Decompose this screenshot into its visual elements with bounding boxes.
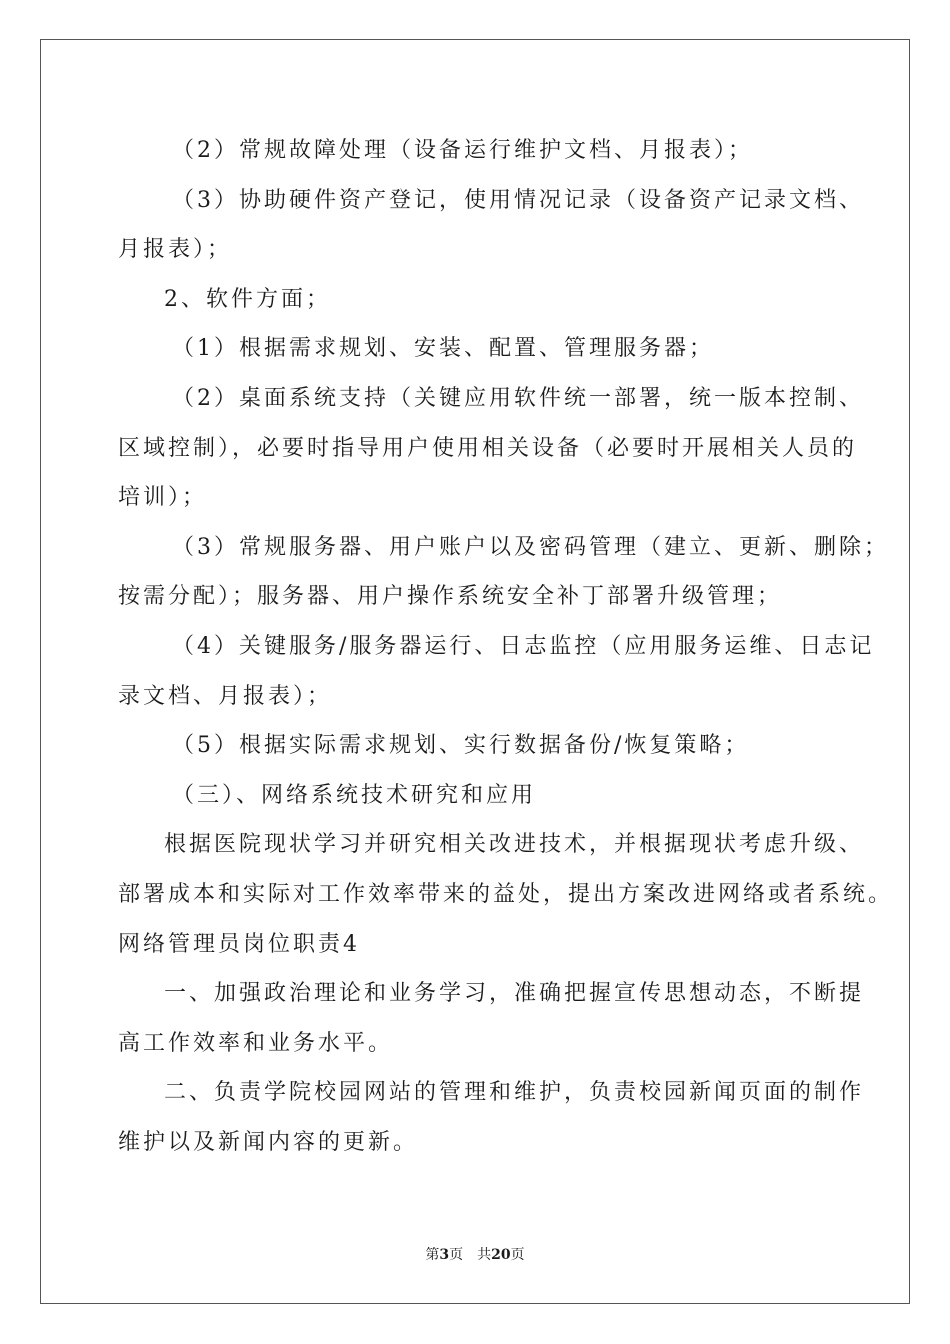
paragraph-line: （3）常规服务器、用户账户以及密码管理（建立、更新、删除； bbox=[172, 534, 889, 560]
paragraph-line: 培训）； bbox=[118, 485, 208, 511]
paragraph-line: （5）根据实际需求规划、实行数据备份/恢复策略； bbox=[172, 733, 750, 759]
document-heading: 网络管理员岗位职责4 bbox=[118, 931, 360, 957]
paragraph-line: （1）根据需求规划、安装、配置、管理服务器； bbox=[172, 336, 714, 362]
paragraph-line: 月报表）； bbox=[118, 237, 233, 263]
footer-suffix: 页 bbox=[510, 1247, 525, 1263]
footer-prefix: 第 bbox=[425, 1247, 440, 1263]
paragraph-line: 一、加强政治理论和业务学习，准确把握宣传思想动态，不断提 bbox=[164, 981, 865, 1007]
paragraph-line: （2）常规故障处理（设备运行维护文档、月报表）； bbox=[172, 138, 753, 163]
page-footer bbox=[0, 1244, 950, 1264]
paragraph-line: 维护以及新闻内容的更新。 bbox=[118, 1129, 419, 1155]
section-heading: 2、软件方面； bbox=[164, 286, 331, 312]
paragraph-line: 根据医院现状学习并研究相关改进技术，并根据现状考虑升级、 bbox=[164, 832, 865, 858]
current-page-number: 3 bbox=[439, 1247, 450, 1263]
total-page-count: 20 bbox=[491, 1247, 511, 1263]
footer-mid: 页 共 bbox=[449, 1247, 492, 1263]
paragraph-line: 二、负责学院校园网站的管理和维护，负责校园新闻页面的制作 bbox=[164, 1080, 865, 1106]
section-heading: （三）、网络系统技术研究和应用 bbox=[172, 782, 537, 808]
paragraph-line: （2）桌面系统支持（关键应用软件统一部署，统一版本控制、 bbox=[172, 385, 864, 411]
document-body bbox=[118, 126, 894, 1167]
paragraph-line: （4）关键服务/服务器运行、日志监控（应用服务运维、日志记 bbox=[172, 633, 875, 659]
paragraph-line: 录文档、月报表）； bbox=[118, 683, 333, 709]
paragraph-line: 高工作效率和业务水平。 bbox=[118, 1030, 394, 1056]
paragraph-line: 部署成本和实际对工作效率带来的益处，提出方案改进网络或者系统。 bbox=[118, 881, 894, 907]
paragraph-line: （3）协助硬件资产登记，使用情况记录（设备资产记录文档、 bbox=[172, 187, 864, 213]
paragraph-line: 按需分配）；服务器、用户操作系统安全补丁部署升级管理； bbox=[118, 584, 783, 610]
paragraph-line: 区域控制），必要时指导用户使用相关设备（必要时开展相关人员的 bbox=[118, 435, 858, 461]
